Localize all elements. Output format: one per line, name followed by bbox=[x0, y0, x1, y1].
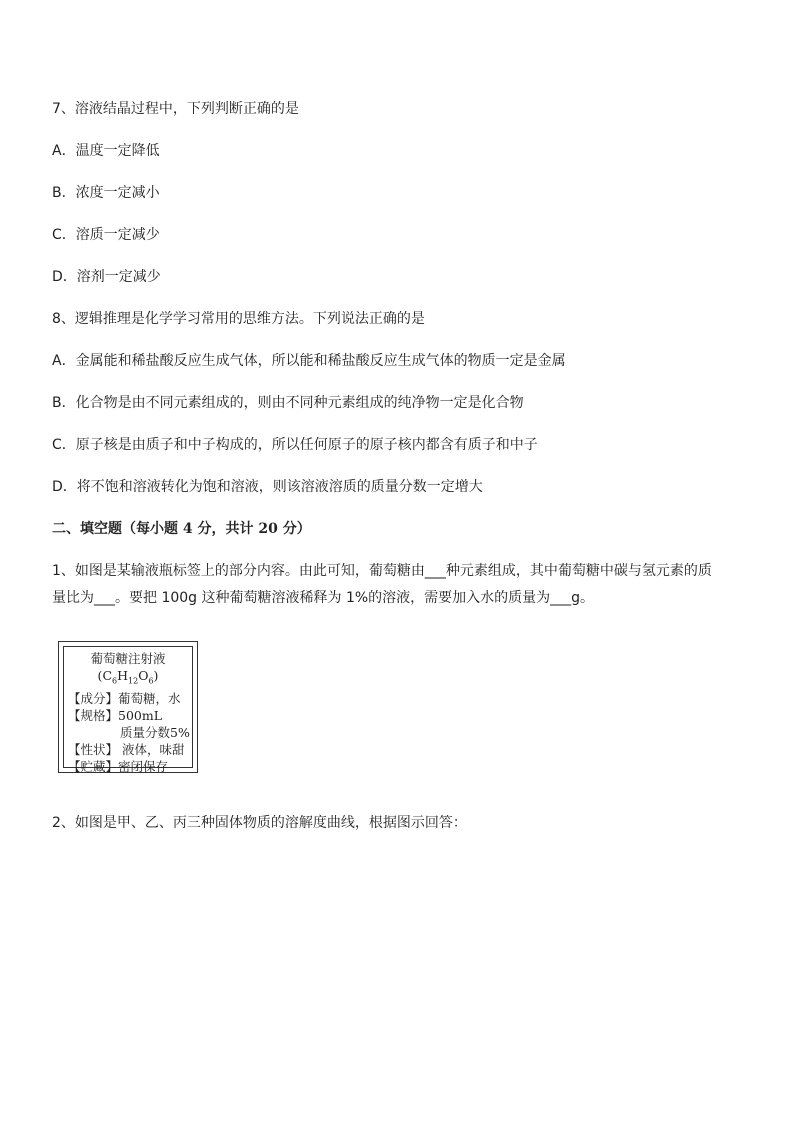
question-8-option-a: A．金属能和稀盐酸反应生成气体，所以能和稀盐酸反应生成气体的物质一定是金属 bbox=[52, 353, 566, 369]
label-property: 【性状】 液体，味甜 bbox=[68, 741, 185, 757]
label-title: 葡萄糖注射液 bbox=[90, 651, 166, 666]
label-storage: 【贮藏】密闭保存 bbox=[68, 758, 169, 774]
formula-o-sub: 6 bbox=[148, 676, 154, 686]
formula-c: C bbox=[102, 668, 113, 683]
infusion-bottle-label bbox=[58, 641, 198, 773]
infusion-bottle-label-inner bbox=[63, 646, 193, 774]
formula-h: H bbox=[117, 668, 129, 683]
formula-h-sub: 12 bbox=[128, 676, 139, 686]
question-7-option-a: A．温度一定降低 bbox=[52, 143, 160, 159]
fill-question-2-stem: 2、如图是甲、乙、丙三种固体物质的溶解度曲线，根据图示回答： bbox=[52, 815, 467, 831]
label-formula: $(C_6H_{12}O_6)$ bbox=[97, 668, 159, 686]
question-8-option-d: D．将不饱和溶液转化为饱和溶液，则该溶液溶质的质量分数一定增大 bbox=[52, 479, 483, 495]
label-spec: 【规格】500mL bbox=[68, 707, 163, 723]
question-7-option-c: C．溶质一定减少 bbox=[52, 227, 160, 243]
formula-o: O bbox=[138, 668, 149, 683]
fill-question-1-line-2: 量比为___。要把 100g 这种葡萄糖溶液稀释为 1%的溶液，需要加入水的质量为___g。 bbox=[52, 590, 595, 606]
question-7-option-b: B．浓度一定减小 bbox=[52, 185, 160, 201]
formula-c-sub: 6 bbox=[112, 676, 118, 686]
label-spec-concentration: 质量分数5% bbox=[120, 724, 190, 740]
question-8-option-c: C．原子核是由质子和中子构成的，所以任何原子的原子核内都含有质子和中子 bbox=[52, 437, 538, 453]
label-composition: 【成分】葡萄糖，水 bbox=[68, 690, 181, 706]
question-7-stem: 7、溶液结晶过程中，下列判断正确的是 bbox=[52, 101, 299, 117]
fill-question-1-line-1: 1、如图是某输液瓶标签上的部分内容。由此可知，葡萄糖由___种元素组成，其中葡萄糖中碳与氢元素的质 bbox=[52, 563, 712, 579]
question-8-stem: 8、逻辑推理是化学学习常用的思维方法。下列说法正确的是 bbox=[52, 311, 425, 327]
question-7-option-d: D．溶剂一定减少 bbox=[52, 269, 161, 285]
question-8-option-b: B．化合物是由不同元素组成的，则由不同种元素组成的纯净物一定是化合物 bbox=[52, 395, 524, 411]
section-title: 二、填空题（每小题 4 分，共计 20 分） bbox=[52, 521, 311, 537]
